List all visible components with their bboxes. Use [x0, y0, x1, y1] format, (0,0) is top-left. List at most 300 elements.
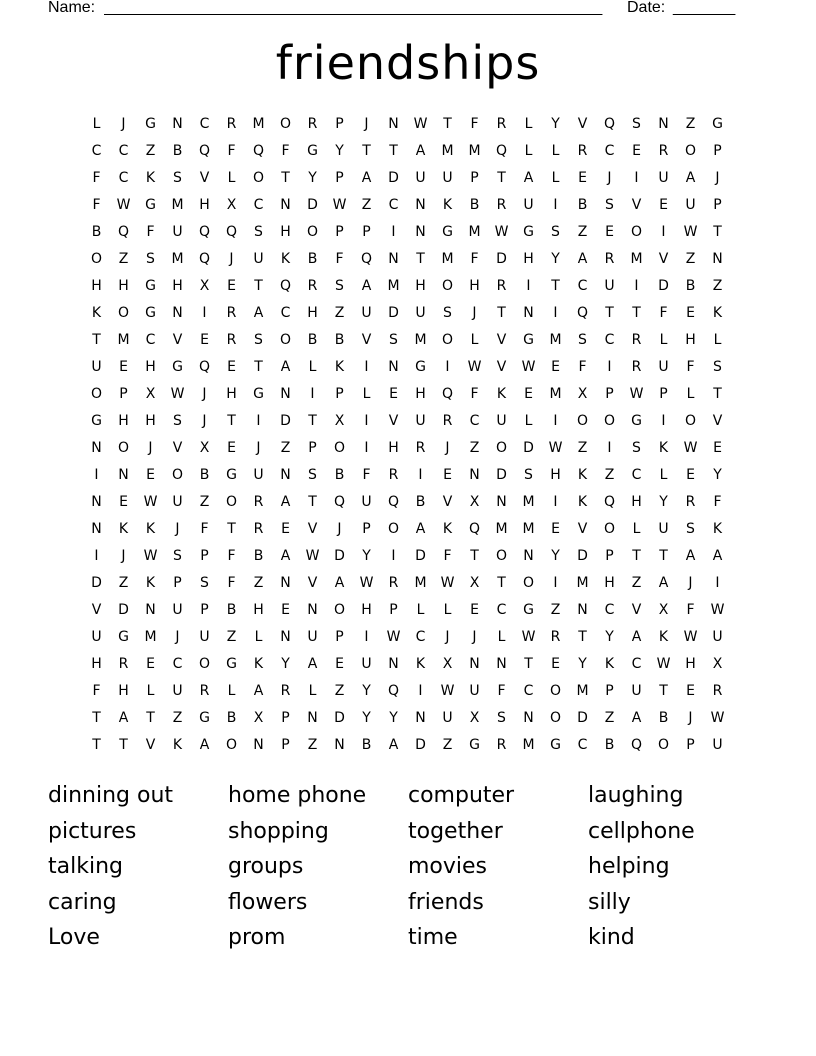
grid-letter: S — [632, 116, 641, 132]
grid-letter: N — [280, 575, 291, 591]
word-bank-word: laughing — [588, 783, 684, 808]
grid-letter: J — [715, 170, 720, 186]
grid-letter: N — [523, 305, 534, 321]
grid-letter: N — [118, 467, 129, 483]
grid-letter: U — [658, 170, 669, 186]
grid-letter: T — [713, 386, 722, 402]
word-bank-word: flowers — [228, 889, 308, 915]
grid-letter: D — [388, 305, 399, 321]
grid-letter: Y — [551, 116, 560, 132]
grid-letter: A — [361, 170, 372, 186]
grid-letter: N — [415, 710, 426, 726]
grid-letter: E — [551, 359, 560, 375]
grid-letter: T — [227, 521, 236, 537]
grid-letter: J — [229, 251, 234, 267]
grid-letter: H — [172, 278, 183, 294]
grid-letter: K — [658, 440, 669, 456]
grid-letter: H — [199, 197, 210, 213]
grid-letter: L — [92, 116, 101, 132]
grid-letter: Z — [307, 737, 318, 753]
grid-letter: P — [200, 548, 209, 564]
grid-letter: Q — [576, 305, 589, 321]
grid-letter: N — [388, 656, 399, 672]
grid-row — [83, 435, 733, 462]
grid-letter: F — [659, 305, 668, 321]
grid-letter: M — [522, 737, 535, 753]
grid-letter: X — [469, 710, 480, 726]
grid-letter: I — [94, 467, 99, 483]
grid-letter: U — [496, 413, 507, 429]
grid-letter: H — [118, 278, 129, 294]
grid-letter: U — [172, 494, 183, 510]
grid-letter: T — [389, 143, 398, 159]
grid-letter: N — [658, 116, 669, 132]
grid-letter: O — [387, 521, 400, 537]
grid-letter: W — [170, 386, 185, 402]
grid-letter: R — [118, 656, 129, 672]
grid-letter: V — [577, 521, 588, 537]
word-bank-word: friends — [408, 889, 484, 915]
grid-letter: P — [605, 548, 614, 564]
grid-letter: J — [337, 521, 342, 537]
name-field-line[interactable]: ________________________________________________________ — [104, 0, 603, 16]
grid-row — [83, 138, 733, 165]
grid-letter: E — [470, 602, 479, 618]
grid-letter: D — [280, 413, 291, 429]
grid-letter: S — [524, 467, 533, 483]
grid-letter: P — [713, 197, 722, 213]
grid-letter: S — [308, 467, 317, 483]
grid-letter: J — [472, 629, 477, 645]
grid-letter: J — [688, 575, 693, 591]
grid-letter: P — [659, 386, 668, 402]
grid-letter: P — [470, 170, 479, 186]
grid-letter: B — [334, 332, 345, 348]
grid-letter: N — [415, 197, 426, 213]
grid-letter: A — [685, 170, 696, 186]
grid-letter: E — [605, 224, 614, 240]
word-bank-word: dinning out — [48, 783, 174, 808]
word-bank-word: movies — [408, 854, 488, 880]
grid-letter: G — [226, 656, 237, 672]
grid-letter: C — [118, 170, 129, 186]
grid-letter: T — [92, 332, 101, 348]
word-bank-column — [408, 778, 588, 956]
grid-letter: M — [441, 143, 454, 159]
grid-letter: R — [388, 467, 399, 483]
grid-letter: S — [254, 224, 263, 240]
grid-letter: A — [334, 575, 345, 591]
grid-letter: R — [307, 278, 318, 294]
grid-letter: P — [605, 386, 614, 402]
grid-letter: A — [253, 683, 264, 699]
grid-letter: V — [496, 359, 507, 375]
grid-letter: S — [146, 251, 155, 267]
grid-letter: G — [415, 359, 426, 375]
grid-letter: T — [632, 548, 641, 564]
grid-letter: E — [551, 656, 560, 672]
grid-letter: O — [225, 494, 238, 510]
grid-letter: R — [604, 251, 615, 267]
grid-letter: I — [661, 224, 666, 240]
grid-letter: Z — [550, 602, 561, 618]
grid-letter: P — [686, 737, 695, 753]
grid-letter: D — [415, 737, 426, 753]
grid-letter: G — [145, 197, 156, 213]
grid-letter: E — [686, 467, 695, 483]
date-field-line[interactable]: _______ — [673, 0, 736, 16]
grid-letter: G — [253, 386, 264, 402]
grid-letter: Z — [118, 575, 129, 591]
grid-letter: T — [362, 143, 371, 159]
grid-letter: Q — [603, 116, 616, 132]
grid-letter: L — [362, 386, 371, 402]
grid-letter: A — [361, 278, 372, 294]
grid-letter: V — [307, 521, 318, 537]
grid-letter: T — [497, 170, 506, 186]
grid-letter: R — [496, 116, 507, 132]
grid-letter: Y — [335, 143, 344, 159]
grid-letter: G — [226, 467, 237, 483]
grid-letter: D — [577, 710, 588, 726]
grid-letter: C — [577, 278, 588, 294]
grid-letter: I — [553, 575, 558, 591]
grid-letter: I — [310, 386, 315, 402]
grid-letter: Z — [172, 710, 183, 726]
word-bank-word: Love — [48, 925, 100, 951]
word-bank-word: silly — [588, 889, 631, 915]
grid-letter: N — [334, 737, 345, 753]
grid-letter: D — [334, 548, 345, 564]
grid-letter: L — [416, 602, 425, 618]
grid-letter: E — [119, 359, 128, 375]
grid-letter: U — [604, 278, 615, 294]
grid-letter: E — [200, 332, 209, 348]
grid-letter: K — [172, 737, 183, 753]
grid-letter: F — [470, 386, 479, 402]
date-label: Date: — [627, 0, 666, 16]
grid-letter: L — [443, 602, 452, 618]
grid-letter: E — [146, 656, 155, 672]
grid-letter: K — [577, 467, 588, 483]
grid-letter: H — [685, 332, 696, 348]
grid-letter: Y — [362, 683, 371, 699]
grid-letter: O — [225, 737, 238, 753]
grid-letter: Z — [145, 143, 156, 159]
grid-letter: K — [145, 575, 156, 591]
grid-letter: F — [443, 548, 452, 564]
grid-letter: I — [715, 575, 720, 591]
grid-letter: Z — [685, 116, 696, 132]
grid-letter: O — [576, 413, 589, 429]
grid-letter: T — [227, 413, 236, 429]
grid-letter: I — [607, 440, 612, 456]
grid-letter: N — [172, 305, 183, 321]
grid-letter: T — [659, 683, 668, 699]
grid-letter: C — [388, 197, 399, 213]
grid-letter: D — [496, 251, 507, 267]
grid-row — [83, 246, 733, 273]
grid-letter: P — [335, 224, 344, 240]
grid-letter: D — [307, 197, 318, 213]
grid-letter: M — [549, 386, 562, 402]
grid-letter: Y — [551, 251, 560, 267]
grid-letter: G — [712, 116, 723, 132]
grid-letter: E — [389, 386, 398, 402]
grid-letter: H — [145, 359, 156, 375]
grid-letter: X — [199, 440, 210, 456]
grid-letter: M — [441, 251, 454, 267]
grid-letter: T — [578, 629, 587, 645]
grid-letter: C — [469, 413, 480, 429]
grid-letter: A — [415, 143, 426, 159]
word-bank-column — [48, 778, 228, 956]
grid-letter: A — [631, 629, 642, 645]
grid-letter: W — [467, 359, 482, 375]
grid-row — [83, 354, 733, 381]
grid-letter: F — [686, 602, 695, 618]
grid-letter: Q — [630, 737, 643, 753]
grid-letter: O — [549, 710, 562, 726]
grid-letter: L — [551, 143, 560, 159]
grid-letter: S — [686, 521, 695, 537]
grid-letter: U — [442, 710, 453, 726]
word-bank-word: together — [408, 818, 503, 844]
grid-letter: T — [605, 305, 614, 321]
grid-letter: S — [443, 305, 452, 321]
grid-letter: C — [91, 143, 102, 159]
grid-letter: I — [553, 494, 558, 510]
grid-letter: C — [280, 305, 291, 321]
grid-letter: B — [361, 737, 372, 753]
grid-letter: M — [171, 197, 184, 213]
grid-letter: U — [415, 170, 426, 186]
grid-letter: I — [364, 413, 369, 429]
grid-letter: U — [712, 629, 723, 645]
grid-letter: X — [712, 656, 723, 672]
grid-letter: O — [90, 386, 103, 402]
grid-letter: O — [549, 683, 562, 699]
grid-letter: T — [632, 305, 641, 321]
grid-letter: J — [472, 305, 477, 321]
grid-letter: P — [308, 440, 317, 456]
grid-letter: W — [494, 224, 509, 240]
grid-letter: E — [686, 305, 695, 321]
grid-letter: S — [713, 359, 722, 375]
grid-letter: D — [496, 467, 507, 483]
grid-letter: S — [254, 332, 263, 348]
word-bank-word: helping — [588, 854, 670, 880]
grid-letter: H — [523, 251, 534, 267]
grid-letter: V — [631, 602, 642, 618]
grid-letter: H — [631, 494, 642, 510]
grid-letter: R — [496, 737, 507, 753]
grid-letter: I — [634, 278, 639, 294]
grid-letter: R — [442, 413, 453, 429]
grid-letter: Y — [605, 629, 614, 645]
grid-letter: G — [307, 143, 318, 159]
grid-letter: H — [226, 386, 237, 402]
grid-letter: U — [172, 224, 183, 240]
word-bank-word: computer — [408, 783, 515, 808]
grid-letter: N — [388, 359, 399, 375]
grid-letter: W — [116, 197, 131, 213]
grid-letter: R — [712, 683, 723, 699]
grid-letter: Q — [495, 143, 508, 159]
grid-letter: P — [713, 143, 722, 159]
grid-letter: C — [631, 656, 642, 672]
grid-letter: J — [121, 116, 126, 132]
grid-letter: R — [226, 332, 237, 348]
grid-letter: O — [630, 224, 643, 240]
grid-letter: V — [91, 602, 102, 618]
grid-letter: B — [415, 494, 426, 510]
grid-letter: R — [496, 278, 507, 294]
grid-letter: C — [253, 197, 264, 213]
grid-letter: C — [631, 467, 642, 483]
grid-letter: K — [604, 656, 615, 672]
grid-letter: Y — [362, 548, 371, 564]
grid-letter: S — [173, 170, 182, 186]
grid-row — [83, 300, 733, 327]
grid-letter: V — [658, 251, 669, 267]
grid-letter: X — [658, 602, 669, 618]
grid-letter: D — [577, 548, 588, 564]
grid-letter: L — [713, 332, 722, 348]
word-bank-column — [588, 778, 768, 956]
grid-letter: Q — [225, 224, 238, 240]
grid-letter: V — [199, 170, 210, 186]
grid-letter: T — [524, 656, 533, 672]
grid-letter: T — [281, 170, 290, 186]
grid-letter: T — [713, 224, 722, 240]
grid-letter: H — [118, 413, 129, 429]
grid-letter: Z — [604, 467, 615, 483]
grid-letter: L — [659, 332, 668, 348]
grid-letter: A — [280, 494, 291, 510]
grid-letter: A — [199, 737, 210, 753]
grid-letter: B — [253, 548, 264, 564]
grid-letter: R — [415, 440, 426, 456]
grid-letter: U — [658, 359, 669, 375]
grid-row — [83, 462, 733, 489]
grid-letter: M — [144, 629, 157, 645]
grid-letter: P — [335, 629, 344, 645]
grid-letter: N — [388, 116, 399, 132]
grid-letter: K — [658, 629, 669, 645]
grid-letter: N — [280, 197, 291, 213]
grid-letter: N — [280, 467, 291, 483]
grid-letter: D — [118, 602, 129, 618]
grid-letter: E — [659, 197, 668, 213]
word-bank-word: talking — [48, 854, 123, 880]
grid-letter: W — [683, 224, 698, 240]
grid-letter: H — [91, 278, 102, 294]
grid-row — [83, 516, 733, 543]
grid-letter: R — [631, 359, 642, 375]
grid-letter: U — [523, 197, 534, 213]
grid-letter: H — [253, 602, 264, 618]
grid-letter: Q — [198, 224, 211, 240]
grid-letter: Z — [280, 440, 291, 456]
grid-letter: N — [307, 710, 318, 726]
grid-letter: B — [226, 710, 237, 726]
grid-letter: J — [175, 521, 180, 537]
grid-letter: N — [523, 710, 534, 726]
grid-letter: Q — [333, 494, 346, 510]
grid-letter: R — [199, 683, 210, 699]
grid-letter: A — [307, 656, 318, 672]
grid-row — [83, 111, 733, 138]
grid-letter: T — [416, 251, 425, 267]
grid-letter: R — [253, 494, 264, 510]
grid-letter: A — [118, 710, 129, 726]
grid-letter: R — [226, 305, 237, 321]
grid-letter: W — [143, 548, 158, 564]
grid-row — [83, 678, 733, 705]
grid-letter: Q — [360, 251, 373, 267]
grid-letter: U — [361, 494, 372, 510]
grid-letter: Y — [659, 494, 668, 510]
grid-letter: T — [308, 413, 317, 429]
grid-letter: J — [364, 116, 369, 132]
grid-letter: R — [631, 332, 642, 348]
grid-letter: I — [445, 359, 450, 375]
grid-letter: F — [578, 359, 587, 375]
grid-letter: I — [553, 305, 558, 321]
grid-letter: B — [307, 251, 318, 267]
grid-letter: G — [550, 737, 561, 753]
grid-letter: X — [253, 710, 264, 726]
grid-letter: T — [551, 278, 560, 294]
grid-letter: C — [577, 737, 588, 753]
grid-letter: W — [440, 683, 455, 699]
grid-letter: Z — [334, 683, 345, 699]
grid-letter: R — [253, 521, 264, 537]
grid-letter: Z — [442, 737, 453, 753]
word-bank-word: home phone — [228, 783, 367, 808]
grid-letter: M — [117, 332, 130, 348]
grid-letter: H — [91, 656, 102, 672]
grid-letter: V — [577, 116, 588, 132]
grid-letter: W — [332, 197, 347, 213]
grid-letter: S — [497, 710, 506, 726]
grid-letter: Q — [198, 251, 211, 267]
grid-letter: M — [576, 575, 589, 591]
grid-letter: F — [281, 143, 290, 159]
grid-letter: Z — [361, 197, 372, 213]
grid-letter: B — [226, 602, 237, 618]
grid-letter: I — [634, 170, 639, 186]
grid-letter: U — [469, 683, 480, 699]
grid-letter: T — [254, 278, 263, 294]
grid-letter: X — [469, 575, 480, 591]
grid-letter: T — [443, 116, 452, 132]
grid-letter: S — [389, 332, 398, 348]
grid-letter: O — [171, 467, 184, 483]
grid-letter: K — [145, 170, 156, 186]
grid-letter: P — [362, 224, 371, 240]
grid-letter: E — [146, 467, 155, 483]
grid-letter: L — [686, 386, 695, 402]
grid-letter: G — [145, 305, 156, 321]
word-bank — [48, 778, 768, 956]
grid-letter: U — [307, 629, 318, 645]
grid-letter: U — [685, 197, 696, 213]
grid-letter: J — [148, 440, 153, 456]
grid-letter: G — [469, 737, 480, 753]
worksheet-header — [48, 0, 748, 19]
